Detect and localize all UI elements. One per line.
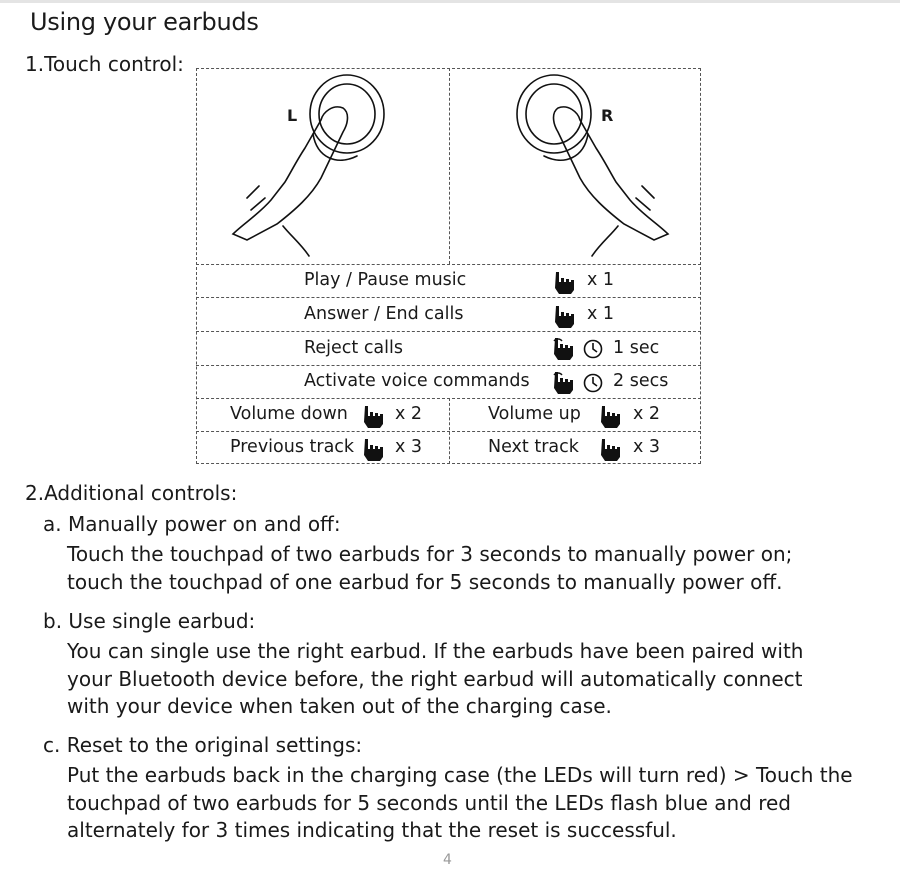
section-2-heading: 2.Additional controls: [25, 481, 238, 505]
tap-count: x 2 [633, 404, 661, 424]
table-rule [196, 398, 701, 399]
table-rule [196, 331, 701, 332]
text-line: alternately for 3 times indicating that the reset is successful. [67, 818, 677, 842]
text-line: You can single use the right earbud. If the earbuds have been paired with [67, 639, 804, 663]
item-b-text [67, 638, 887, 721]
left-earbud-touch-illustration [225, 74, 405, 262]
action-play-pause: Play / Pause music [304, 270, 467, 290]
page-title: Using your earbuds [30, 8, 259, 36]
top-rule [0, 0, 900, 3]
item-b-heading: b. Use single earbud: [43, 609, 256, 633]
section-1-heading: 1.Touch control: [25, 52, 184, 76]
figure-divider [449, 68, 450, 264]
action-reject-calls: Reject calls [304, 338, 404, 358]
action-volume-up: Volume up [488, 404, 581, 424]
tap-count: x 3 [395, 437, 423, 457]
text-line: touchpad of two earbuds for 5 seconds until the LEDs flash blue and red [67, 790, 791, 815]
item-c-heading: c. Reset to the original settings: [43, 733, 363, 757]
tap-count: x 1 [587, 304, 615, 324]
hand-tap-icon [599, 404, 621, 428]
action-volume-down: Volume down [230, 404, 348, 424]
hand-tap-icon [599, 437, 621, 461]
text-line: Put the earbuds back in the charging case (the LEDs will turn red) > Touch the [67, 763, 853, 787]
hold-duration: 1 sec [613, 338, 660, 358]
action-next-track: Next track [488, 437, 579, 457]
action-voice-commands: Activate voice commands [304, 371, 530, 391]
page-number: 4 [443, 852, 452, 868]
table-rule [196, 431, 701, 432]
hand-hold-icon [553, 370, 575, 394]
tap-count: x 1 [587, 270, 615, 290]
text-line: with your device when taken out of the charging case. [67, 694, 612, 718]
hand-tap-icon [553, 304, 575, 328]
clock-icon [583, 339, 603, 359]
item-a-heading: a. Manually power on and off: [43, 512, 341, 536]
hand-tap-icon [362, 437, 384, 461]
hand-tap-icon [362, 404, 384, 428]
hold-duration: 2 secs [613, 371, 669, 391]
text-line: Touch the touchpad of two earbuds for 3 seconds to manually power on; [67, 542, 793, 566]
item-c-text [67, 762, 887, 845]
text-line: touch the touchpad of one earbud for 5 seconds to manually power off. [67, 569, 783, 594]
table-rule [196, 264, 701, 265]
clock-icon [583, 373, 603, 393]
hand-hold-icon [553, 336, 575, 360]
hand-tap-icon [553, 270, 575, 294]
action-answer-end-calls: Answer / End calls [304, 304, 464, 324]
item-a-text [67, 541, 887, 596]
right-earbud-touch-illustration [500, 74, 680, 262]
table-rule [196, 365, 701, 366]
table-rule [196, 297, 701, 298]
tap-count: x 2 [395, 404, 423, 424]
action-previous-track: Previous track [230, 437, 355, 457]
text-line: your Bluetooth device before, the right earbud will automatically connect [67, 666, 803, 691]
left-earbud-label: L [287, 106, 298, 125]
tap-count: x 3 [633, 437, 661, 457]
right-earbud-label: R [601, 106, 614, 125]
